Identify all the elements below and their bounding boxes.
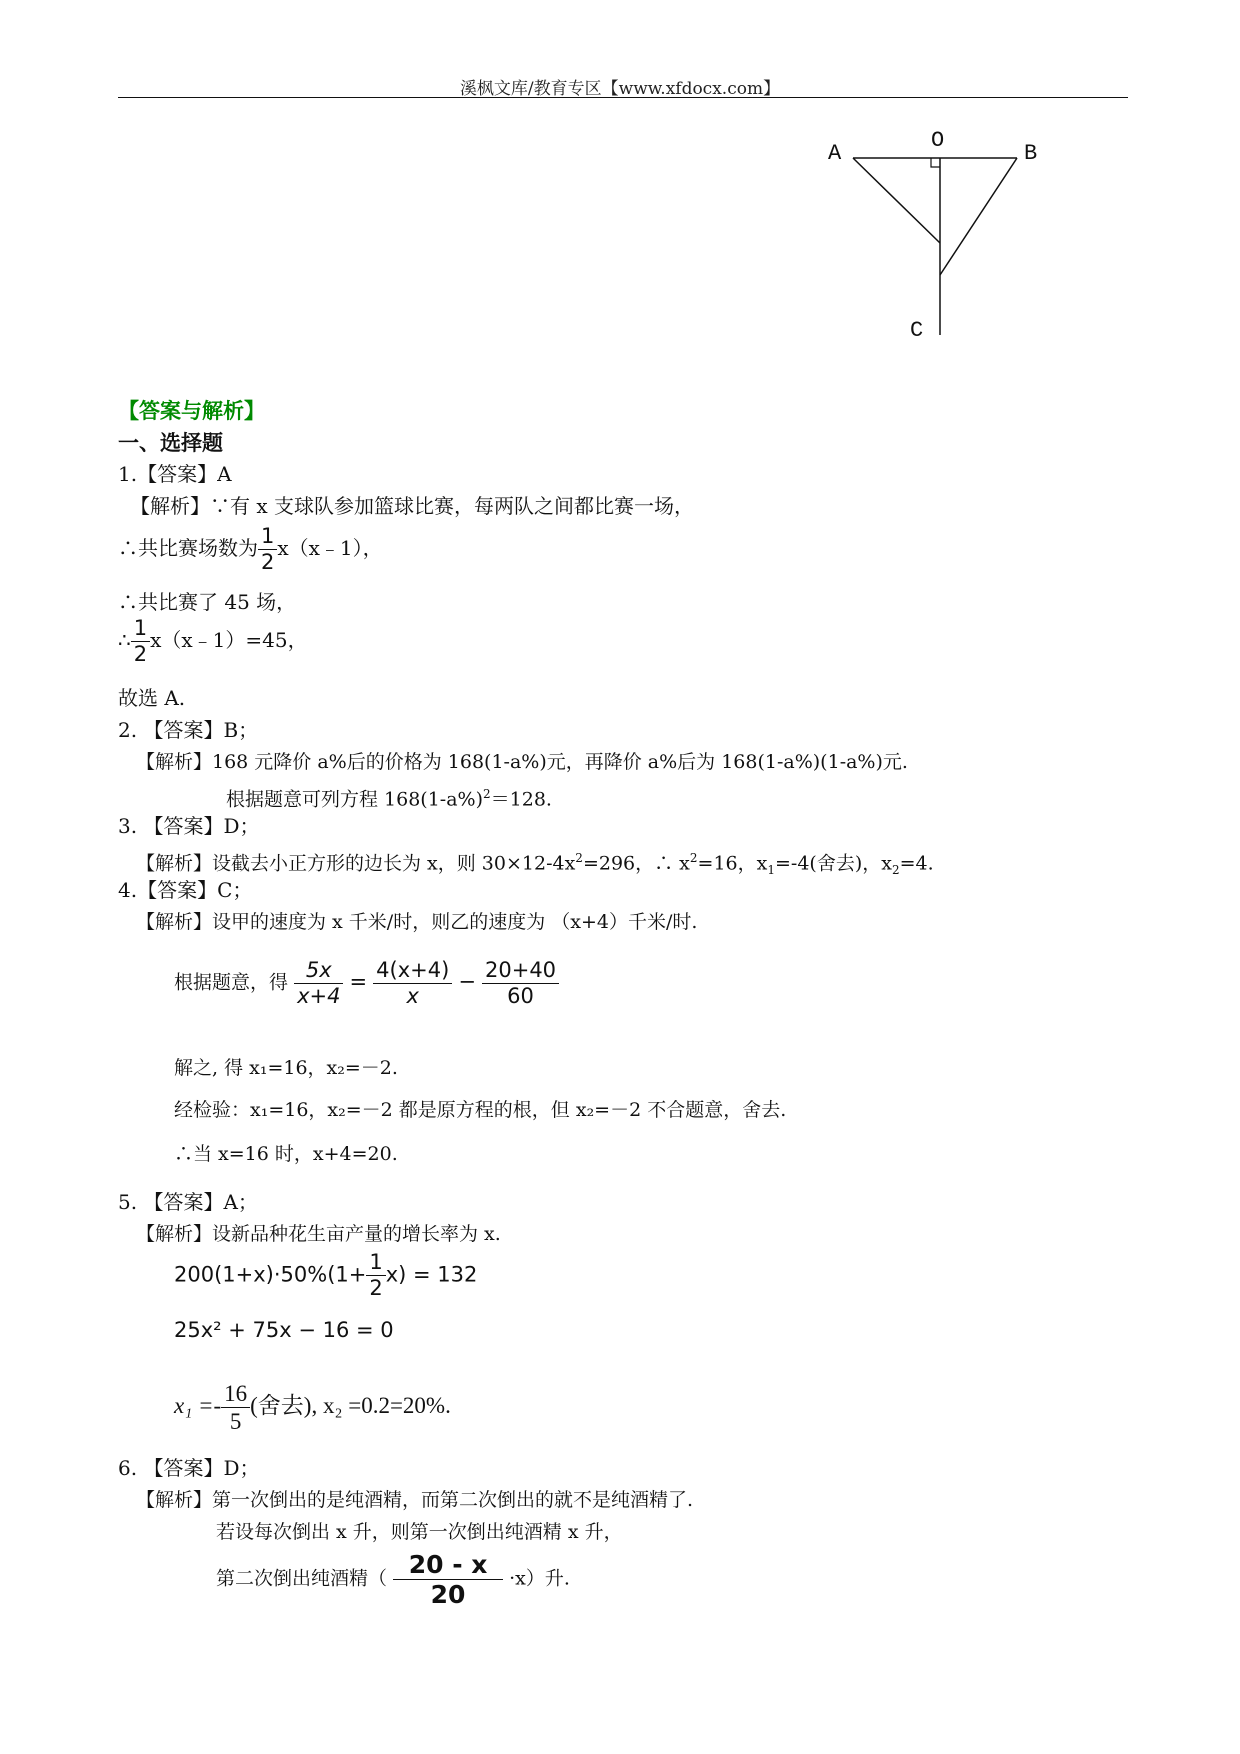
q2-line2-pre: 根据题意可列方程 168(1-a%) [226,788,484,811]
q5-sol-pre: x₁ =- [174,1392,222,1418]
q3-analysis-a: 【解析】设截去小正方形的边长为 x，则 30×12-4x [136,852,576,875]
q1-frac-den: 2 [258,549,277,573]
q4-equation [174,960,559,1007]
q4-frac3-num: 20+40 [485,958,557,982]
q1-line4 [118,618,308,665]
q4-frac1-num: 5x [305,958,332,982]
header-rule [118,97,1128,98]
q2-line2-post: ＝128. [490,788,552,811]
q6-frac-num: 20 - x [408,1550,488,1579]
q4-frac2-num: 4(x+4) [376,958,450,982]
q6-line3-pre: 第二次倒出纯酒精（ [216,1567,388,1590]
q5-eq1-frac [366,1252,385,1299]
q3-analysis-c: =16，x [697,852,768,875]
q1-frac2-num: 1 [133,616,148,640]
q3-analysis-d: =-4(舍去)，x [774,852,892,875]
q1-frac2-den: 2 [131,641,150,665]
q5-eq1-frac-den: 2 [366,1275,385,1299]
q6-frac [393,1552,503,1607]
label-o: O [931,128,945,153]
part-title: 一、选择题 [118,430,223,455]
q5-eq2: 25x² + 75x − 16 = 0 [174,1318,394,1342]
q1-line3: ∴共比赛了 45 场， [118,590,297,614]
q1-fraction-2 [131,618,150,665]
q4-check: 经检验：x₁=16，x₂=－2 都是原方程的根，但 x₂=－2 不合题意，舍去. [174,1099,787,1121]
q1-conclusion: 故选 A. [118,686,186,710]
q5-sol-frac-den: 5 [221,1407,250,1433]
q1-frac-num: 1 [261,524,275,548]
q4-eq-pre: 根据题意，得 [174,971,289,994]
q4-frac3-den: 60 [482,983,559,1007]
q5-analysis: 【解析】设新品种花生亩产量的增长率为 x. [136,1223,501,1245]
q2-answer: 2. 【答案】B； [118,718,259,742]
q4-frac2 [373,960,452,1007]
q3-analysis [136,846,934,882]
q5-eq1-pre: 200(1+x)·50%(1+ [174,1262,367,1287]
q1-line2-post: x（x﹣1）， [277,536,383,560]
q3-sup1: 2 [575,851,583,865]
q6-analysis: 【解析】第一次倒出的是纯酒精，而第二次倒出的就不是纯酒精了. [136,1489,694,1511]
q5-eq1 [174,1252,477,1299]
q4-answer: 4.【答案】C； [118,878,253,902]
q6-line2: 若设每次倒出 x 升，则第一次倒出纯酒精 x 升， [216,1521,623,1543]
q4-solve: 解之, 得 x₁=16，x₂=－2. [174,1057,398,1079]
label-a: A [828,141,842,166]
q5-eq1-frac-num: 1 [369,1250,383,1274]
q2-analysis: 【解析】168 元降价 a%后的价格为 168(1-a%)元，再降价 a%后为 168(1-a%)(1-a%)元. [136,751,908,773]
q5-solution [174,1382,451,1433]
q5-sol-frac [221,1382,250,1433]
q5-sol-frac-num: 16 [224,1381,248,1406]
q4-eq-sign: = [349,969,368,994]
q5-eq1-post: x) = 132 [385,1262,478,1287]
label-c: C [910,318,924,343]
q1-answer: 1.【答案】A [118,462,232,486]
q3-analysis-b: =296，∴ x [582,852,690,875]
q6-line3-post: ·x）升. [509,1567,570,1590]
q3-analysis-e: =4. [899,852,934,875]
q1-line2 [118,526,383,573]
q6-answer: 6. 【答案】D； [118,1456,260,1480]
label-b: B [1024,141,1038,166]
q1-line4-pre: ∴ [118,628,131,652]
geometry-figure [820,125,1050,350]
q5-sol-post: (舍去), x₂ =0.2=20%. [250,1392,451,1418]
line-a-to-oc [853,158,940,243]
header-text: 溪枫文库/教育专区【www.xfdocx.com】 [459,79,781,99]
q4-frac1-den: x+4 [294,983,343,1007]
q1-fraction [258,526,277,573]
right-angle-mark [931,158,940,167]
q4-analysis: 【解析】设甲的速度为 x 千米/时，则乙的速度为 （x+4）千米/时. [136,911,698,933]
q4-result: ∴当 x=16 时，x+4=20. [174,1143,398,1165]
q1-line2-pre: ∴共比赛场数为 [118,536,258,560]
page-header [0,74,1240,99]
q1-line4-post: x（x﹣1）=45， [150,628,308,652]
q6-frac-den: 20 [393,1579,503,1607]
q4-frac3 [482,960,559,1007]
q2-line2 [226,782,552,811]
q3-answer: 3. 【答案】D； [118,814,260,838]
q3-sub2: 2 [891,863,900,878]
q4-frac2-den: x [373,983,452,1007]
q6-line3 [216,1552,570,1607]
q4-frac1 [294,960,343,1007]
q3-sup2: 2 [689,851,698,865]
q3-sub1: 1 [767,863,775,878]
section-title: 【答案与解析】 [118,398,265,423]
q2-line2-sup: 2 [483,787,491,801]
q1-analysis: 【解析】∵有 x 支球队参加篮球比赛，每两队之间都比赛一场， [130,494,694,518]
q4-minus-sign: − [458,969,476,994]
line-b-to-oc [940,158,1017,275]
q5-answer: 5. 【答案】A； [118,1190,258,1214]
